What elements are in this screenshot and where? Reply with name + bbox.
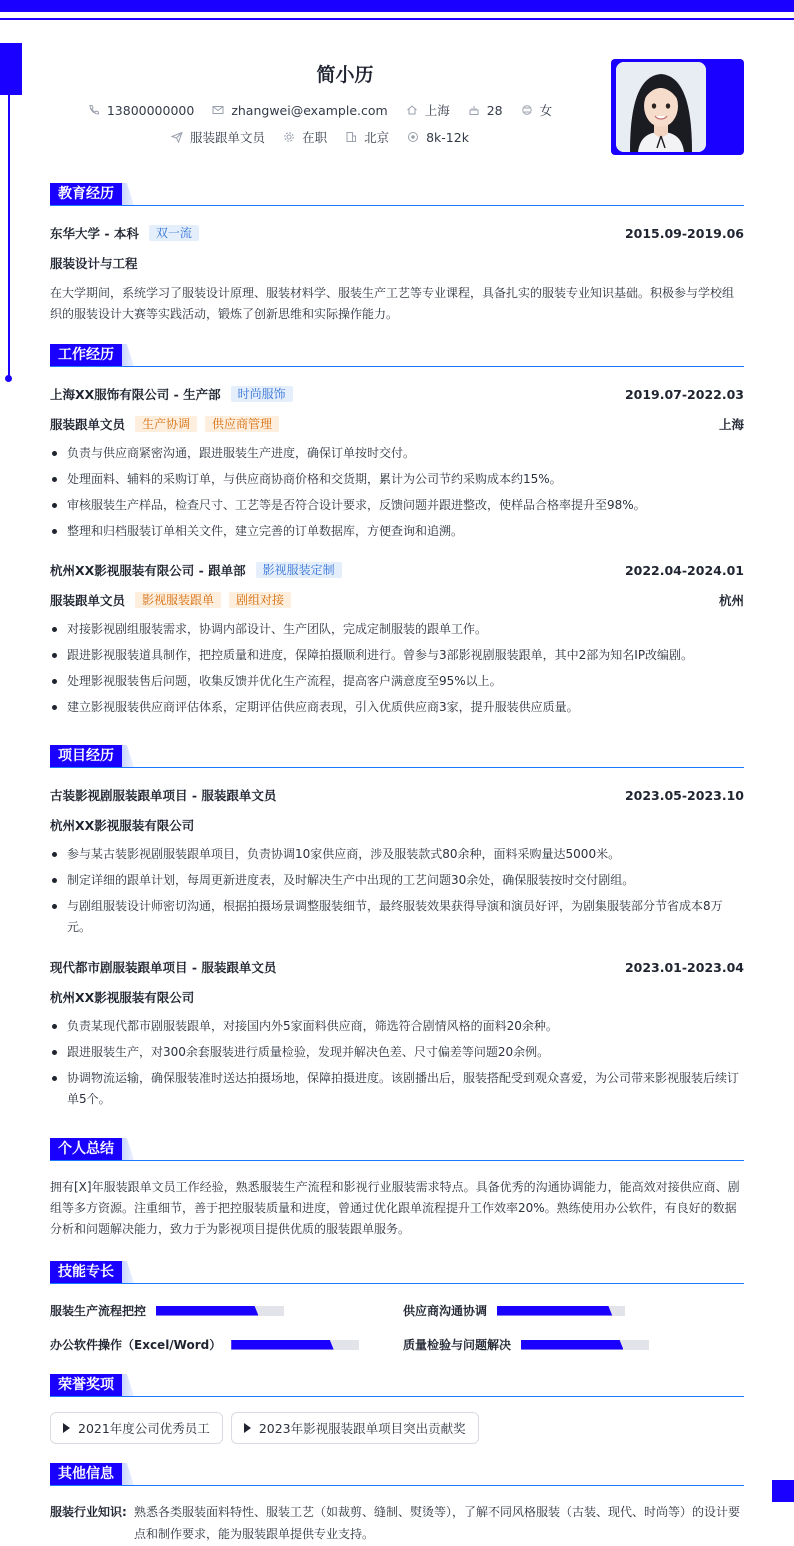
work-2-role-row xyxy=(50,591,744,609)
hometown-item xyxy=(406,101,450,119)
work-2-tag: 影视服装跟单 xyxy=(135,592,221,608)
target-city-item xyxy=(345,128,389,146)
target-city-text: 北京 xyxy=(364,130,390,145)
email-item xyxy=(212,103,387,118)
salary-item xyxy=(407,130,469,145)
work-2-industry: 影视服装定制 xyxy=(256,562,342,578)
work-1-date: 2019.07-2022.03 xyxy=(624,386,744,402)
education-tag: 双一流 xyxy=(149,225,199,241)
status-item xyxy=(283,128,327,146)
honor-text: 2023年影视服装跟单项目突出贡献奖 xyxy=(258,1421,466,1436)
skill-bar-fill xyxy=(521,1340,623,1350)
work-2-role: 服装跟单文员 xyxy=(50,593,126,608)
phone-icon xyxy=(88,104,100,116)
section-education-title: 教育经历 xyxy=(50,183,122,205)
top-accent-bar xyxy=(0,0,794,12)
project-1-company-row xyxy=(50,816,744,834)
work-1-header xyxy=(50,385,744,403)
skill-bar-fill xyxy=(231,1340,333,1350)
summary-text: 拥有[X]年服装跟单文员工作经验，熟悉服装生产流程和影视行业服装需求特点。具备优秀的沟通协调能力，能高效对接供应商、剧组等多方资源。注重细节，善于把控服装质量和进度，曾通过优化跟单流程提升工作效率20%。熟练使用办公软件，有良好的数据分析和问题解决能力，致力于为影视项目提供优质的服装跟单服务。 xyxy=(50,1180,740,1236)
skill-name: 质量检验与问题解决 xyxy=(403,1338,512,1352)
send-icon xyxy=(171,131,183,143)
work-1-industry: 时尚服饰 xyxy=(231,386,293,402)
project-2-title: 现代都市剧服装跟单项目 - 服装跟单文员 xyxy=(50,960,277,975)
play-icon xyxy=(63,1423,70,1433)
project-1-date: 2023.05-2023.10 xyxy=(624,787,744,803)
skill-name: 办公软件操作（Excel/Word） xyxy=(50,1338,222,1352)
work-1-company: 上海XX服饰有限公司 - 生产部 xyxy=(50,387,221,402)
project-1-company: 杭州XX影视服装有限公司 xyxy=(50,818,195,833)
work-2-city: 杭州 xyxy=(718,593,744,608)
education-row xyxy=(50,224,744,242)
section-honors-title: 荣誉奖项 xyxy=(50,1374,122,1396)
work-1-role: 服装跟单文员 xyxy=(50,417,126,432)
section-projects-header xyxy=(50,745,744,767)
work-2-date: 2022.04-2024.01 xyxy=(624,562,744,578)
skill-bar-fill xyxy=(497,1306,612,1316)
other-label: 服装行业知识: xyxy=(50,1505,127,1519)
project-2-company-row xyxy=(50,988,744,1006)
list-item: 跟进服装生产，对300余套服装进行质量检验，发现并解决色差、尺寸偏差等问题20余例。 xyxy=(50,1042,744,1063)
project-1-bullets xyxy=(50,844,744,943)
work-2-tag: 剧组对接 xyxy=(229,592,291,608)
section-summary-title: 个人总结 xyxy=(50,1138,122,1160)
honor-text: 2021年度公司优秀员工 xyxy=(78,1421,210,1436)
work-2-bullets xyxy=(50,619,744,723)
phone-item xyxy=(88,103,194,118)
home-icon xyxy=(406,104,418,116)
list-item: 制定详细的跟单计划，每周更新进度表，及时解决生产中出现的工艺问题30余处，确保服装按时交付剧组。 xyxy=(50,870,744,891)
project-1-header xyxy=(50,786,744,804)
building-icon xyxy=(345,131,357,143)
salary-text: 8k-12k xyxy=(426,129,469,145)
status-text: 在职 xyxy=(302,130,328,145)
contact-row xyxy=(0,101,640,119)
target-job-text: 服装跟单文员 xyxy=(190,130,266,145)
skill-bar-fill xyxy=(156,1306,258,1316)
section-projects-title: 项目经历 xyxy=(50,745,122,767)
resume-name: 简小历 xyxy=(316,64,374,86)
list-item: 处理面料、辅料的采购订单，与供应商协商价格和交货期，累计为公司节约采购成本约15%。 xyxy=(50,469,744,490)
skill-item xyxy=(403,1336,649,1353)
section-other-title: 其他信息 xyxy=(50,1463,122,1485)
skill-name: 服装生产流程把控 xyxy=(50,1304,147,1318)
list-item: 负责某现代都市剧服装跟单，对接国内外5家面料供应商，筛选符合剧情风格的面料20余种。 xyxy=(50,1016,744,1037)
skill-bar xyxy=(231,1340,359,1350)
work-1-tag: 生产协调 xyxy=(135,416,197,432)
left-accent-dot xyxy=(5,375,12,382)
list-item: 建立影视服装供应商评估体系，定期评估供应商表现，引入优质供应商3家，提升服装供应质量。 xyxy=(50,697,744,718)
education-school: 东华大学 - 本科 xyxy=(50,226,139,241)
list-item: 协调物流运输，确保服装准时送达拍摄场地，保障拍摄进度。该剧播出后，服装搭配受到观众喜爱，为公司带来影视服装后续订单5个。 xyxy=(50,1068,744,1110)
section-education-header xyxy=(50,183,744,205)
skill-item xyxy=(50,1302,284,1319)
target-job-item xyxy=(171,128,265,146)
honors-list xyxy=(50,1412,479,1444)
education-major: 服装设计与工程 xyxy=(50,256,138,271)
section-work-title: 工作经历 xyxy=(50,344,122,366)
right-accent-block xyxy=(772,1480,794,1502)
top-accent-line xyxy=(0,18,794,20)
honor-item xyxy=(50,1412,223,1444)
other-info xyxy=(50,1501,744,1545)
education-description: 在大学期间，系统学习了服装设计原理、服装材料学、服装生产工艺等专业课程，具备扎实的服装专业知识基础。积极参与学校组织的服装设计大赛等实践活动，锻炼了创新思维和实际操作能力。 xyxy=(50,286,735,321)
gear-icon xyxy=(283,131,295,143)
skill-bar xyxy=(497,1306,625,1316)
phone-text: 13800000000 xyxy=(106,102,195,118)
gender-text: 女 xyxy=(539,103,553,118)
avatar xyxy=(616,62,706,152)
list-item: 参与某古装影视剧服装跟单项目，负责协调10家供应商，涉及服装款式80余种，面料采购量达5000米。 xyxy=(50,844,744,865)
work-1-bullets xyxy=(50,443,744,547)
gender-icon xyxy=(521,104,533,116)
work-2-header xyxy=(50,561,744,579)
skill-item xyxy=(50,1336,359,1353)
play-icon xyxy=(244,1423,251,1433)
other-text: 熟悉各类服装面料特性、服装工艺（如裁剪、缝制、熨烫等），了解不同风格服装（古装、现代、时尚等）的设计要点和制作要求，能为服装跟单提供专业支持。 xyxy=(134,1505,741,1541)
education-major-row xyxy=(50,254,744,272)
work-1-role-row xyxy=(50,415,744,433)
section-skills-header xyxy=(50,1261,744,1283)
coin-icon xyxy=(407,131,419,143)
skill-item xyxy=(403,1302,625,1319)
list-item: 跟进影视服装道具制作，把控质量和进度，保障拍摄顺利进行。曾参与3部影视剧服装跟单，其中2部为知名IP改编剧。 xyxy=(50,645,744,666)
portrait-image xyxy=(616,62,706,152)
list-item: 对接影视剧组服装需求，协调内部设计、生产团队，完成定制服装的跟单工作。 xyxy=(50,619,744,640)
education-date: 2015.09-2019.06 xyxy=(624,225,744,241)
age-text: 28 xyxy=(486,102,503,118)
job-intent-row xyxy=(0,128,640,146)
work-1-city: 上海 xyxy=(718,417,744,432)
list-item: 处理影视服装售后问题，收集反馈并优化生产流程，提高客户满意度至95%以上。 xyxy=(50,671,744,692)
gender-item xyxy=(521,101,553,119)
section-honors-header xyxy=(50,1374,744,1396)
project-2-date: 2023.01-2023.04 xyxy=(624,959,744,975)
section-summary-header xyxy=(50,1138,744,1160)
list-item: 审核服装生产样品，检查尺寸、工艺等是否符合设计要求，反馈问题并跟进整改，使样品合格率提升至98%。 xyxy=(50,495,744,516)
hometown-text: 上海 xyxy=(424,103,450,118)
list-item: 负责与供应商紧密沟通，跟进服装生产进度，确保订单按时交付。 xyxy=(50,443,744,464)
mail-icon xyxy=(212,104,224,116)
list-item: 与剧组服装设计师密切沟通，根据拍摄场景调整服装细节，最终服装效果获得导演和演员好评，为剧集服装部分节省成本8万元。 xyxy=(50,896,744,938)
section-skills-title: 技能专长 xyxy=(50,1261,122,1283)
section-work-header xyxy=(50,344,744,366)
skill-bar xyxy=(156,1306,284,1316)
section-other-header xyxy=(50,1463,744,1485)
email-text: zhangwei@example.com xyxy=(231,102,388,118)
cake-icon xyxy=(468,104,480,116)
skill-bar xyxy=(521,1340,649,1350)
work-1-tag: 供应商管理 xyxy=(205,416,279,432)
skill-name: 供应商沟通协调 xyxy=(403,1304,488,1318)
project-2-header xyxy=(50,958,744,976)
list-item: 整理和归档服装订单相关文件，建立完善的订单数据库，方便查询和追溯。 xyxy=(50,521,744,542)
project-2-bullets xyxy=(50,1016,744,1115)
project-2-company: 杭州XX影视服装有限公司 xyxy=(50,990,195,1005)
project-1-title: 古装影视剧服装跟单项目 - 服装跟单文员 xyxy=(50,788,277,803)
work-2-company: 杭州XX影视服装有限公司 - 跟单部 xyxy=(50,563,246,578)
age-item xyxy=(468,103,503,118)
left-accent-block xyxy=(0,43,22,95)
honor-item xyxy=(231,1412,479,1444)
